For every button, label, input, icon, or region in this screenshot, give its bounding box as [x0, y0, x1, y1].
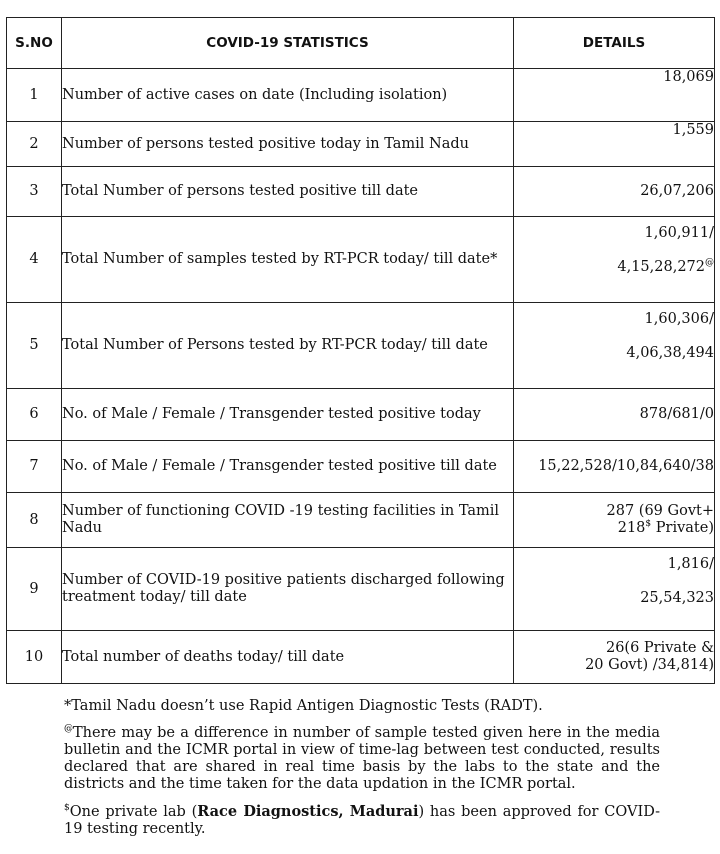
detail-value: 26(6 Private &	[605, 640, 714, 656]
detail-value-today: 1,60,306/	[644, 311, 714, 327]
row-sno: 2	[7, 122, 62, 167]
row-statistic: No. of Male / Female / Transgender tested positive till date	[62, 441, 514, 493]
table-row	[7, 217, 715, 303]
row-sno: 1	[7, 69, 62, 122]
row-details	[514, 441, 715, 493]
covid-statistics-table	[6, 17, 715, 684]
header-details: DETAILS	[514, 18, 715, 69]
row-sno: 6	[7, 389, 62, 441]
row-statistic: Number of functioning COVID -19 testing facilities in Tamil Nadu	[62, 493, 514, 548]
row-details	[514, 389, 715, 441]
row-details	[514, 548, 715, 631]
detail-value-total: 25,54,323	[640, 590, 714, 606]
header-sno: S.NO	[7, 18, 62, 69]
row-sno: 8	[7, 493, 62, 548]
detail-value-total: 4,15,28,272@	[617, 258, 714, 275]
dollar-footnote-marker: $	[64, 803, 70, 813]
footnote-private-lab: $One private lab (Race Diagnostics, Madurai) has been approved for COVID-19 testing recently.	[64, 803, 660, 837]
table-row	[7, 548, 715, 631]
table-row	[7, 69, 715, 122]
row-statistic: Number of COVID-19 positive patients discharged following treatment today/ till date	[62, 548, 514, 631]
detail-value: 287 (69 Govt+	[606, 503, 714, 519]
detail-value-today: 1,816/	[667, 556, 714, 572]
row-sno: 9	[7, 548, 62, 631]
row-statistic: Total Number of persons tested positive till date	[62, 167, 514, 217]
detail-value: 26,07,206	[640, 183, 714, 199]
row-sno: 10	[7, 631, 62, 684]
row-statistic: Total Number of Persons tested by RT-PCR today/ till date	[62, 303, 514, 389]
table-row	[7, 303, 715, 389]
detail-value-private: 218$ Private)	[617, 519, 714, 536]
detail-value-total: 4,06,38,494	[626, 345, 714, 361]
detail-value: 878/681/0	[639, 406, 714, 422]
row-statistic: No. of Male / Female / Transgender tested positive today	[62, 389, 514, 441]
row-sno: 7	[7, 441, 62, 493]
table-row	[7, 122, 715, 167]
row-details	[514, 631, 715, 684]
detail-value-today: 1,60,911/	[644, 225, 714, 241]
detail-value: 20 Govt) /34,814)	[585, 657, 714, 673]
header-statistics: COVID-19 STATISTICS	[62, 18, 514, 69]
row-details	[514, 217, 715, 303]
row-sno: 5	[7, 303, 62, 389]
row-details	[514, 122, 715, 167]
lab-name: Race Diagnostics, Madurai	[197, 803, 419, 820]
row-statistic: Number of persons tested positive today in Tamil Nadu	[62, 122, 514, 167]
row-sno: 3	[7, 167, 62, 217]
table-row	[7, 167, 715, 217]
row-details	[514, 493, 715, 548]
table-header-row	[7, 18, 715, 69]
table-row	[7, 493, 715, 548]
row-statistic: Total Number of samples tested by RT-PCR today/ till date*	[62, 217, 514, 303]
at-footnote-marker: @	[705, 258, 714, 268]
at-footnote-marker: @	[64, 724, 73, 734]
row-sno: 4	[7, 217, 62, 303]
footnote-sample-difference: @There may be a difference in number of sample tested given here in the media bulletin and the ICMR portal in view of time-lag between test conducted, results declared that are shared in real time basis by the labs to the state and the districts and the time taken for the data updation in the ICMR portal.	[64, 724, 660, 792]
table-row	[7, 631, 715, 684]
row-statistic: Total number of deaths today/ till date	[62, 631, 514, 684]
detail-value: 18,069	[663, 69, 714, 85]
table-row	[7, 389, 715, 441]
footnote-radt: *Tamil Nadu doesn’t use Rapid Antigen Diagnostic Tests (RADT).	[64, 698, 543, 714]
detail-value: 15,22,528/10,84,640/38	[538, 458, 714, 474]
table-row	[7, 441, 715, 493]
row-statistic: Number of active cases on date (Including isolation)	[62, 69, 514, 122]
footnotes	[64, 698, 660, 848]
row-details	[514, 69, 715, 122]
row-details	[514, 167, 715, 217]
dollar-footnote-marker: $	[645, 519, 652, 529]
row-details	[514, 303, 715, 389]
detail-value: 1,559	[672, 122, 714, 138]
